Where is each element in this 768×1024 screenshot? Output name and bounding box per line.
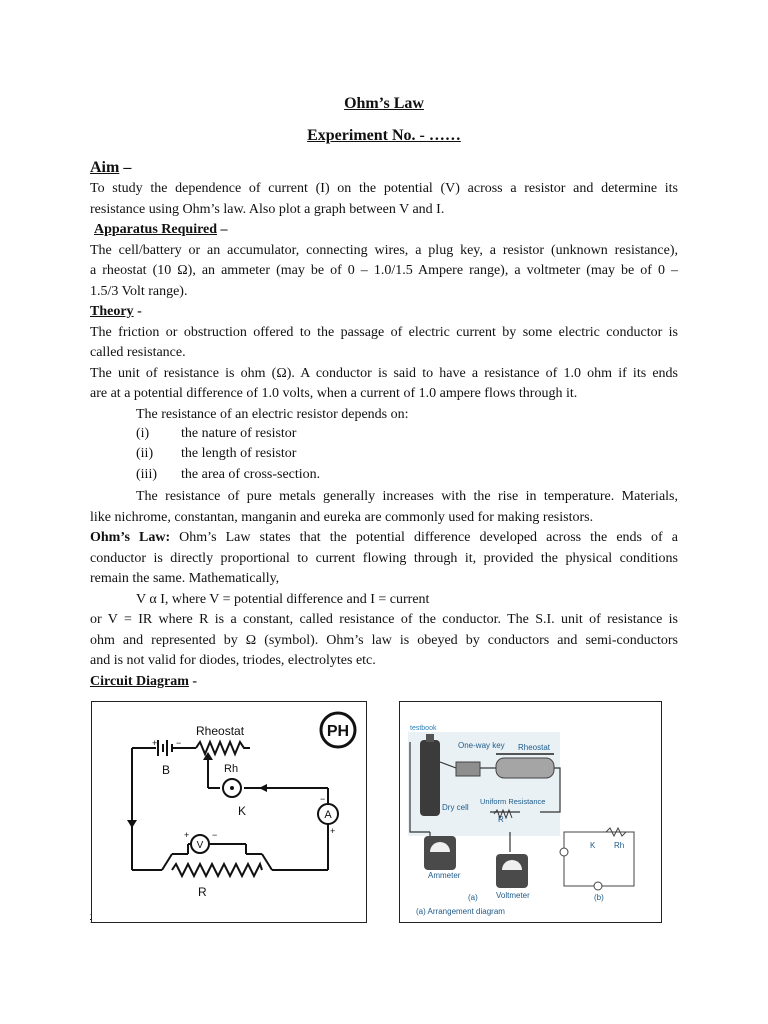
list-item-3: the area of cross-section. [181, 467, 321, 482]
arr-voltmeter-label: Voltmeter [496, 891, 530, 900]
dry-cell-label: Dry cell [442, 803, 469, 812]
list-num-3: (iii) [136, 467, 157, 482]
mini-rh-label: Rh [614, 841, 625, 850]
theory-p2-line-1: The unit of resistance is ohm (Ω). A conductor is said to have a resistance of 1.0 ohm if its ends [90, 366, 678, 381]
svg-text:−: − [320, 794, 326, 804]
apparatus-dash: – [217, 222, 228, 237]
svg-text:−: − [212, 830, 218, 840]
mini-circuit-b [560, 828, 634, 890]
one-way-key-label: One-way key [458, 741, 505, 750]
ohms-law-text-2: conductor is directly proportional to current flowing through it, provided the physical conditions [90, 551, 678, 566]
ohms-law-heading: Ohm’s Law: [90, 530, 171, 545]
theory-p1-line-2: called resistance. [90, 345, 186, 360]
circuit-heading: Circuit Diagram [90, 674, 189, 689]
list-num-1: (i) [136, 426, 150, 441]
circuit-schematic-figure [91, 701, 367, 923]
page-title: Ohm’s Law [344, 95, 424, 112]
apparatus-text-1: The cell/battery or an accumulator, connecting wires, a plug key, a resistor (unknown resistance), [90, 243, 678, 258]
theory-heading-line [90, 302, 678, 323]
apparatus-heading: Apparatus Required [94, 222, 218, 237]
theory-p3: The resistance of an electric resistor depends on: [136, 407, 409, 422]
list-item-1: the nature of resistor [181, 426, 297, 441]
arrangement-diagram [400, 702, 661, 922]
ammeter-graphic [424, 836, 456, 870]
circuit-heading-line [90, 672, 678, 693]
circuit-schematic [92, 702, 366, 922]
aim-heading-line [90, 158, 678, 179]
ohms-law-text-6: and is not valid for diodes, triodes, electrolytes etc. [90, 653, 376, 668]
battery-label: B [162, 763, 171, 777]
svg-text:+: + [184, 830, 190, 840]
label-a: (a) [468, 893, 478, 902]
svg-text:−: − [176, 738, 182, 748]
arr-r-label: R [498, 815, 504, 824]
aim-text-2: resistance using Ohm’s law. Also plot a graph between V and I. [90, 202, 445, 217]
list-item-2: the length of resistor [181, 446, 297, 461]
dry-cell-graphic [420, 740, 440, 816]
ohms-law-text-1: Ohm’s Law states that the potential difference developed across the ends of a [170, 530, 678, 545]
theory-heading: Theory [90, 304, 134, 319]
list-num-2: (ii) [136, 446, 154, 461]
current-arrow-down [127, 820, 137, 828]
aim-dash: – [119, 159, 132, 176]
arr-rheostat-label: Rheostat [518, 743, 551, 752]
apparatus-heading-line [94, 220, 682, 241]
apparatus-text-2: a rheostat (10 Ω), an ammeter (may be of 0 – 1.0/1.5 Ampere range), a voltmeter (may be of 0 – [90, 263, 678, 278]
arrangement-caption: (a) Arrangement diagram [416, 907, 505, 916]
experiment-number: Experiment No. - …… [307, 127, 461, 144]
theory-p4-line-2: like nichrome, constantan, manganin and eureka are commonly used for making resistors. [90, 510, 594, 525]
theory-p2-line-2: are at a potential difference of 1.0 volts, when a current of 1.0 ampere flows through it. [90, 386, 578, 401]
label-b: (b) [594, 893, 604, 902]
current-arrow-left [259, 784, 267, 792]
ohms-law-line-1 [90, 528, 678, 549]
mini-k-label: K [590, 841, 596, 850]
uniform-resistance-label: Uniform Resistance [480, 797, 546, 806]
testbook-watermark: testbook [410, 725, 437, 732]
ohms-law-text-5: ohm and represented by Ω (symbol). Ohm’s law is obeyed by conductors and semi-conductors [90, 633, 678, 648]
svg-text:+: + [330, 826, 336, 836]
key-label: K [238, 804, 247, 818]
theory-p1-line-1: The friction or obstruction offered to the passage of electric current by some electric conductor is [90, 325, 678, 340]
circuit-dash: - [188, 674, 198, 689]
arrangement-figure [399, 701, 662, 923]
aim-text-1: To study the dependence of current (I) on the potential (V) across a resistor and determine its [90, 181, 678, 196]
rheostat-label: Rheostat [196, 724, 245, 738]
rh-label: Rh [224, 763, 239, 775]
svg-text:+: + [152, 738, 158, 748]
apparatus-text-3: 1.5/3 Volt range). [90, 284, 188, 299]
ammeter-label: A [324, 809, 332, 821]
arr-rheostat-graphic [496, 758, 554, 778]
ohms-law-text-4: or V = IR where R is a constant, called resistance of the conductor. The S.I. unit of resistance is [90, 612, 678, 627]
voltmeter-graphic [496, 854, 528, 888]
ohms-law-text-3: remain the same. Mathematically, [90, 571, 280, 586]
voltmeter-label: V [196, 840, 204, 851]
theory-dash: - [133, 304, 142, 319]
resistor-label: R [198, 885, 207, 899]
ohms-law-formula: V α I, where V = potential difference and I = current [136, 592, 430, 607]
arr-ammeter-label: Ammeter [428, 871, 461, 880]
theory-p4-line-1: The resistance of pure metals generally increases with the rise in temperature. Materials, [136, 489, 678, 504]
ph-logo-text: PH [326, 723, 350, 740]
aim-heading: Aim [90, 159, 120, 176]
